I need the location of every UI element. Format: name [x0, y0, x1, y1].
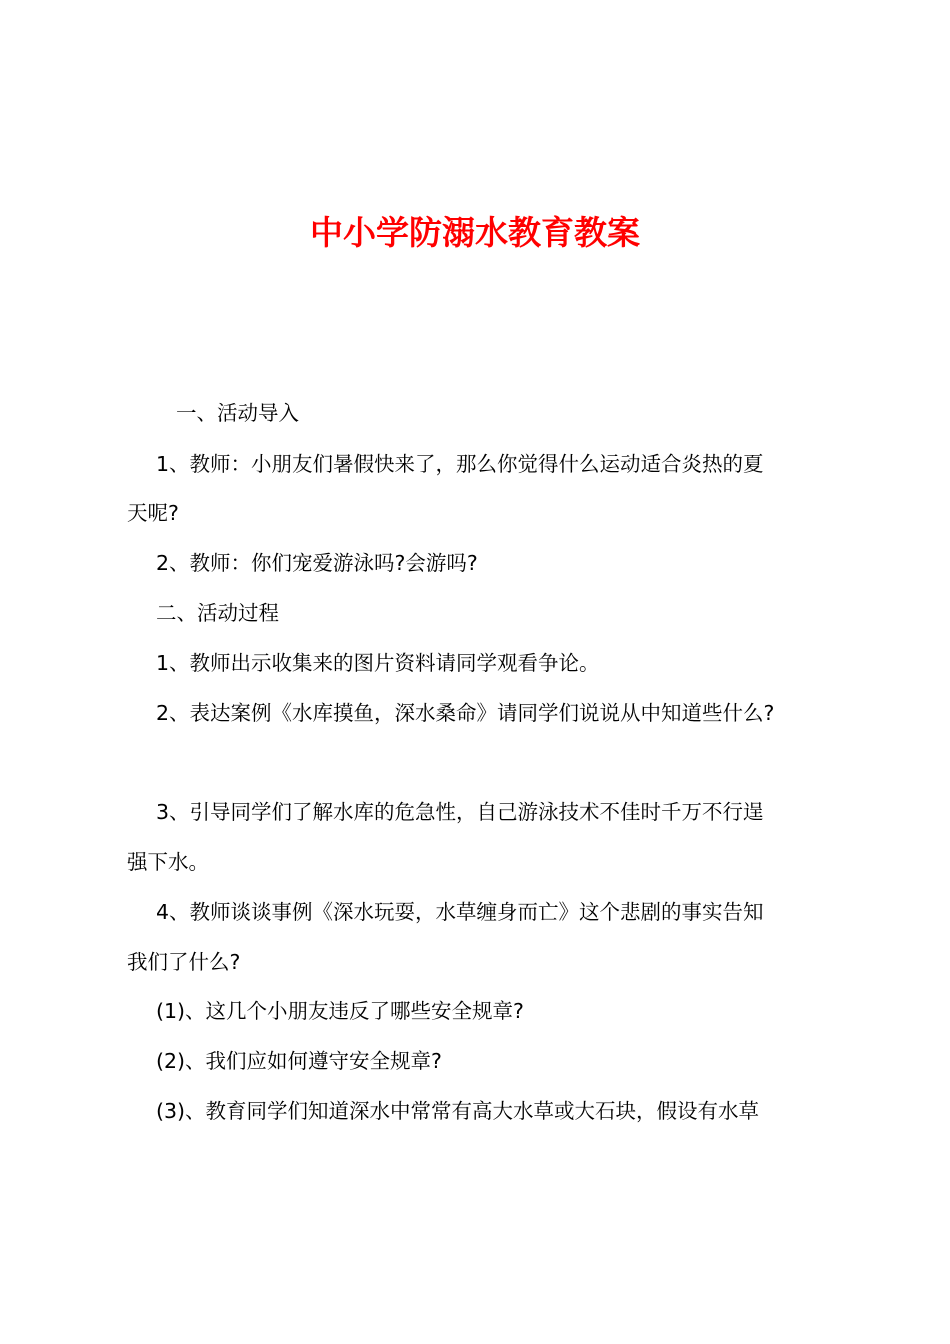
paragraph-line: 3、引导同学们了解水库的危急性，自己游泳技术不佳时千万不行逞 [156, 800, 764, 824]
paragraph-line: 4、教师谈谈事例《深水玩耍，水草缠身而亡》这个悲剧的事实告知 [156, 900, 764, 924]
paragraph-line: 1、教师出示收集来的图片资料请同学观看争论。 [156, 651, 600, 675]
section-heading-activity-intro: 一、活动导入 [176, 401, 299, 425]
paragraph-line: 我们了什么? [127, 950, 241, 974]
paragraph-line: 2、表达案例《水库摸鱼，深水桑命》请同学们说说从中知道些什么? [156, 701, 775, 725]
section-heading-activity-process: 二、活动过程 [156, 601, 279, 625]
paragraph-line: (3)、教育同学们知道深水中常常有高大水草或大石块，假设有水草 [156, 1099, 760, 1123]
paragraph-line: 1、教师：小朋友们暑假快来了，那么你觉得什么运动适合炎热的夏 [156, 452, 764, 476]
paragraph-line: 强下水。 [127, 850, 209, 874]
paragraph-line: (2)、我们应如何遵守安全规章? [156, 1049, 442, 1073]
document-title: 中小学防溺水教育教案 [310, 213, 640, 252]
paragraph-line: 天呢? [127, 501, 179, 525]
paragraph-line: 2、教师：你们宠爱游泳吗?会游吗? [156, 551, 478, 575]
paragraph-line: (1)、这几个小朋友违反了哪些安全规章? [156, 999, 524, 1023]
